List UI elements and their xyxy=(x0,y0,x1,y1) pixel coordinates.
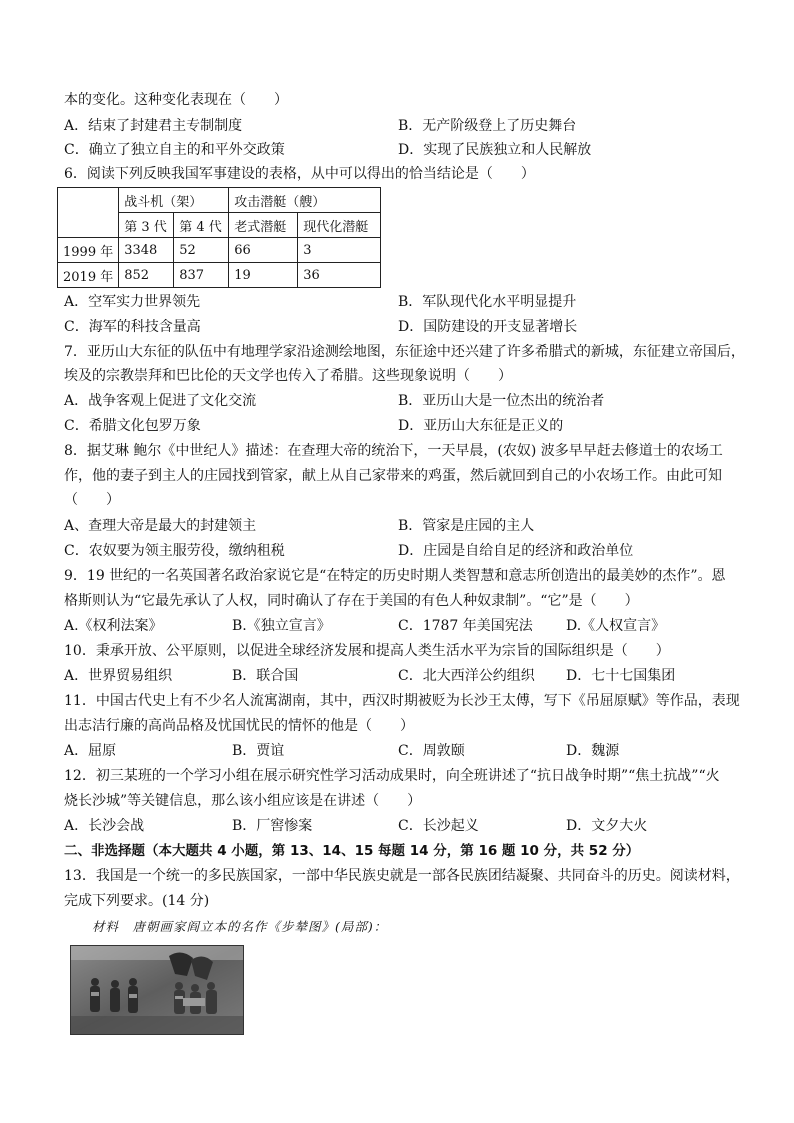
table-group-submarines: 攻击潜艇（艘） xyxy=(229,188,381,213)
q12-stem-line1: 12．初三某班的一个学习小组在展示研究性学习活动成果时，向全班讲述了“抗日战争时期”“焦土抗战”“火 xyxy=(64,768,720,784)
q8-option-a[interactable]: A、查理大帝是最大的封建领主 xyxy=(64,518,257,534)
q9-option-b[interactable]: B.《独立宣言》 xyxy=(232,618,331,634)
table-row xyxy=(58,238,381,263)
q8-stem-line1: 8．据艾琳 鲍尔《中世纪人》描述：在查理大帝的统治下，一天早晨，(农奴) 波多早早赶去修道士的农场工 xyxy=(64,443,723,459)
table-corner xyxy=(58,188,119,238)
q12-stem-line2: 烧长沙城”等关键信息，那么该小组应该是在讲述（ ） xyxy=(64,793,422,809)
table-cell: 66 xyxy=(229,238,298,263)
table-subheader: 第 3 代 xyxy=(119,213,174,238)
q5-option-a[interactable]: A．结束了封建君主专制制度 xyxy=(64,118,243,134)
q13-stem-line2: 完成下列要求。(14 分) xyxy=(64,893,210,909)
q11-option-a[interactable]: A．屈原 xyxy=(64,743,117,759)
table-cell: 36 xyxy=(298,263,381,288)
section-two-heading: 二、非选择题（本大题共 4 小题，第 13、14、15 每题 14 分，第 16 题 10 分，共 52 分） xyxy=(64,843,640,859)
table-subheader: 现代化潜艇 xyxy=(298,213,381,238)
table-cell: 3348 xyxy=(119,238,174,263)
q10-option-a[interactable]: A．世界贸易组织 xyxy=(64,668,173,684)
military-table xyxy=(57,187,381,288)
q5-option-b[interactable]: B．无产阶级登上了历史舞台 xyxy=(398,118,577,134)
table-year: 2019 年 xyxy=(58,263,119,288)
q7-stem-line1: 7．亚历山大东征的队伍中有地理学家沿途测绘地图，东征途中还兴建了许多希腊式的新城，东征建立帝国后， xyxy=(64,344,745,360)
q5-stem-tail: 本的变化。这种变化表现在（ ） xyxy=(64,92,288,108)
q12-option-d[interactable]: D．文夕大火 xyxy=(566,818,648,834)
q8-option-b[interactable]: B．管家是庄园的主人 xyxy=(398,518,535,534)
q5-option-d[interactable]: D．实现了民族独立和人民解放 xyxy=(398,142,592,158)
q10-option-c[interactable]: C．北大西洋公约组织 xyxy=(398,668,535,684)
painting-illustration xyxy=(71,946,243,1034)
q9-option-c[interactable]: C．1787 年美国宪法 xyxy=(398,618,533,634)
q8-stem-line3: （ ） xyxy=(64,492,120,508)
q8-stem-line2: 作，他的妻子到主人的庄园找到管家，献上从自己家带来的鸡蛋，然后就回到自己的小农场工作。由此可知 xyxy=(64,468,722,484)
q9-option-a[interactable]: A.《权利法案》 xyxy=(64,618,163,634)
table-cell: 852 xyxy=(119,263,174,288)
q12-option-c[interactable]: C．长沙起义 xyxy=(398,818,479,834)
q6-option-d[interactable]: D．国防建设的开支显著增长 xyxy=(398,319,578,335)
table-cell: 19 xyxy=(229,263,298,288)
q10-option-d[interactable]: D．七十七国集团 xyxy=(566,668,676,684)
q6-option-b[interactable]: B．军队现代化水平明显提升 xyxy=(398,294,577,310)
q6-option-a[interactable]: A．空军实力世界领先 xyxy=(64,294,201,310)
q12-option-b[interactable]: B．厂窖惨案 xyxy=(232,818,313,834)
table-group-fighters: 战斗机（架） xyxy=(119,188,229,213)
q10-option-b[interactable]: B．联合国 xyxy=(232,668,299,684)
q11-option-b[interactable]: B．贾谊 xyxy=(232,743,285,759)
q11-stem-line2: 出志洁行廉的高尚品格及忧国忧民的情怀的他是（ ） xyxy=(64,718,414,734)
q9-option-d[interactable]: D.《人权宣言》 xyxy=(566,618,666,634)
q13-material-caption: 材料 唐朝画家阎立本的名作《步辇图》(局部)： xyxy=(92,919,388,934)
q7-option-b[interactable]: B．亚历山大是一位杰出的统治者 xyxy=(398,393,605,409)
q10-stem: 10．秉承开放、公平原则，以促进全球经济发展和提高人类生活水平为宗旨的国际组织是（ ） xyxy=(64,643,670,659)
table-subheader: 老式潜艇 xyxy=(229,213,298,238)
q5-option-c[interactable]: C．确立了独立自主的和平外交政策 xyxy=(64,142,285,158)
table-row xyxy=(58,263,381,288)
q13-stem-line1: 13．我国是一个统一的多民族国家，一部中华民族史就是一部各民族团结凝聚、共同奋斗的历史。阅读材料， xyxy=(64,868,740,884)
painting-image xyxy=(70,945,244,1035)
table-year: 1999 年 xyxy=(58,238,119,263)
q9-stem-line2: 格斯则认为“它最先承认了人权，同时确认了存在于美国的有色人种奴隶制”。“它”是（ ） xyxy=(64,593,639,609)
q9-stem-line1: 9．19 世纪的一名英国著名政治家说它是“在特定的历史时期人类智慧和意志所创造出的最美妙的杰作”。恩 xyxy=(64,568,726,584)
q6-stem: 6．阅读下列反映我国军事建设的表格，从中可以得出的恰当结论是（ ） xyxy=(64,166,535,182)
q12-option-a[interactable]: A．长沙会战 xyxy=(64,818,145,834)
q11-option-d[interactable]: D．魏源 xyxy=(566,743,620,759)
q8-option-d[interactable]: D．庄园是自给自足的经济和政治单位 xyxy=(398,543,634,559)
q6-option-c[interactable]: C．海军的科技含量高 xyxy=(64,319,201,335)
table-subheader: 第 4 代 xyxy=(174,213,229,238)
q11-option-c[interactable]: C．周敦颐 xyxy=(398,743,465,759)
q11-stem-line1: 11．中国古代史上有不少名人流寓湖南，其中，西汉时期被贬为长沙王太傅，写下《吊屈原赋》等作品，表现 xyxy=(64,693,740,709)
table-cell: 837 xyxy=(174,263,229,288)
q7-option-d[interactable]: D．亚历山大东征是正义的 xyxy=(398,418,564,434)
q7-option-a[interactable]: A．战争客观上促进了文化交流 xyxy=(64,393,257,409)
q7-stem-line2: 埃及的宗教崇拜和巴比伦的天文学也传入了希腊。这些现象说明（ ） xyxy=(64,368,512,384)
q8-option-c[interactable]: C．农奴要为领主服劳役，缴纳租税 xyxy=(64,543,285,559)
table-cell: 52 xyxy=(174,238,229,263)
table-cell: 3 xyxy=(298,238,381,263)
q7-option-c[interactable]: C．希腊文化包罗万象 xyxy=(64,418,201,434)
